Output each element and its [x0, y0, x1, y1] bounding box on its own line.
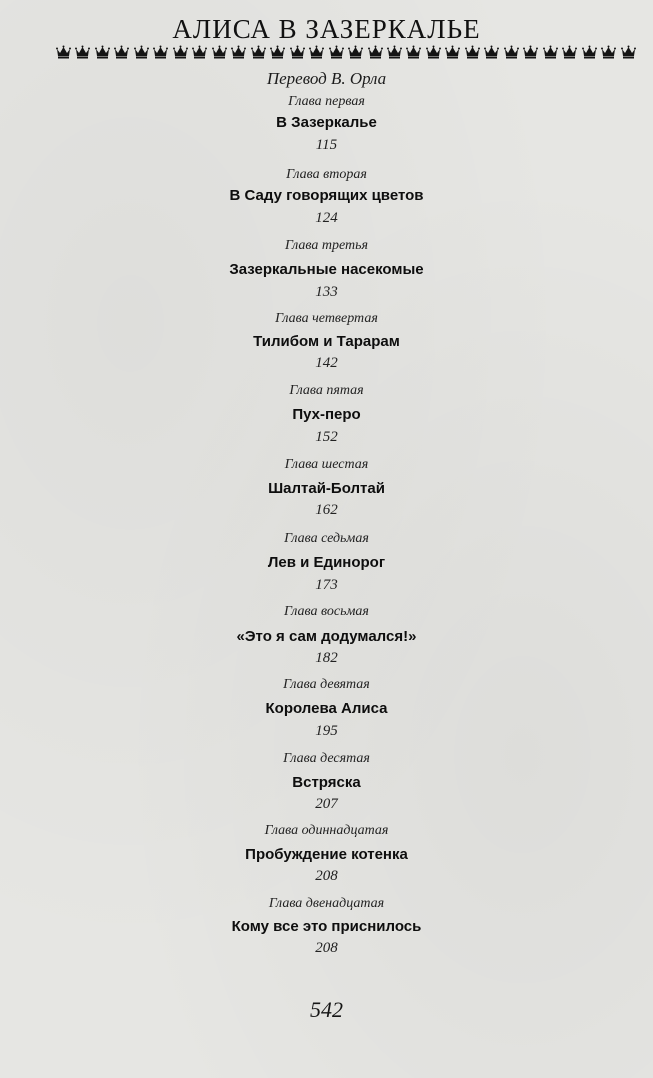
crown-icon: [621, 45, 636, 59]
chapter-page: 182: [315, 650, 338, 666]
crown-icon: [192, 45, 207, 59]
crown-icon: [426, 45, 441, 59]
toc-entry: [0, 896, 653, 912]
chapter-label: Глава вторая: [286, 167, 367, 182]
page-number: 542: [310, 997, 343, 1022]
crown-icon: [368, 45, 383, 59]
toc-entry: [0, 238, 653, 254]
chapter-page: 142: [315, 355, 338, 371]
chapter-page: 115: [315, 137, 338, 153]
chapter-page: 124: [315, 210, 338, 226]
toc-entry-page: [0, 355, 653, 372]
crown-icon: [270, 45, 285, 59]
page-title: АЛИСА В ЗАЗЕРКАЛЬЕ: [172, 14, 481, 44]
crown-icon: [231, 45, 246, 59]
crown-icon: [445, 45, 460, 59]
toc-entry: [0, 457, 653, 473]
toc-entry-page: [0, 650, 653, 667]
crown-icon: [504, 45, 519, 59]
toc-entry: [0, 383, 653, 399]
toc-entry: [0, 677, 653, 693]
chapter-label: Глава десятая: [283, 751, 370, 766]
crown-icon: [309, 45, 324, 59]
toc-entry-page: [0, 796, 653, 813]
crown-icon: [173, 45, 188, 59]
crown-icon: [484, 45, 499, 59]
chapter-title: Зазеркальные насекомые: [229, 261, 424, 278]
crown-icon: [114, 45, 129, 59]
crown-icon: [251, 45, 266, 59]
chapter-label: Глава четвертая: [275, 311, 378, 326]
toc-entry: [0, 751, 653, 767]
toc-entry-page: [0, 577, 653, 594]
toc-entry-page: [0, 723, 653, 740]
chapter-title: В Зазеркалье: [276, 114, 377, 131]
crown-icon: [543, 45, 558, 59]
toc-entry-title: [0, 261, 653, 278]
crown-icon: [465, 45, 480, 59]
translator-credit: Перевод В. Орла: [266, 69, 387, 88]
chapter-label: Глава третья: [284, 238, 369, 253]
chapter-label: Глава девятая: [283, 677, 370, 692]
crown-icon: [290, 45, 305, 59]
chapter-page: 152: [315, 429, 338, 445]
toc-entry: [0, 604, 653, 620]
chapter-page: 195: [315, 723, 338, 739]
toc-entry: [0, 311, 653, 327]
toc-entry-title: [0, 333, 653, 350]
toc-entry-page: [0, 502, 653, 519]
chapter-label: Глава шестая: [284, 457, 369, 472]
chapter-title: Встряска: [292, 774, 361, 791]
crown-icon: [134, 45, 149, 59]
toc-entry-title: [0, 700, 653, 717]
toc-entry: [0, 167, 653, 183]
crown-icon: [153, 45, 168, 59]
toc-entry-title: [0, 846, 653, 863]
toc-entry-title: [0, 406, 653, 423]
toc-entry-title: [0, 774, 653, 791]
chapter-label: Глава восьмая: [284, 604, 369, 619]
chapter-title: Тилибом и Тарарам: [253, 333, 400, 350]
chapter-title: Королева Алиса: [265, 700, 388, 717]
crown-icon: [75, 45, 90, 59]
crown-icon: [329, 45, 344, 59]
toc-entry: [0, 531, 653, 547]
toc-entry-title: [0, 918, 653, 935]
crown-icon: [562, 45, 577, 59]
chapter-label: Глава двенадцатая: [268, 896, 385, 911]
crown-icon: [56, 45, 71, 59]
chapter-page: 173: [315, 577, 338, 593]
toc-entry-title: [0, 480, 653, 497]
toc-entry: [0, 94, 653, 110]
toc-entry-page: [0, 210, 653, 227]
toc-entry-title: [0, 114, 653, 131]
crown-icon: [348, 45, 363, 59]
crown-icon: [387, 45, 402, 59]
chapter-title: Кому все это приснилось: [231, 918, 422, 935]
toc-entry: [0, 823, 653, 839]
crown-ornament-row: [56, 45, 636, 61]
chapter-label: Глава одиннадцатая: [264, 823, 389, 838]
crown-icon: [582, 45, 597, 59]
toc-entry-title: [0, 628, 653, 645]
chapter-page: 207: [315, 796, 338, 812]
crown-icon: [212, 45, 227, 59]
toc-entry-page: [0, 868, 653, 885]
chapter-page: 133: [315, 284, 338, 300]
chapter-title: Пробуждение котенка: [245, 846, 408, 863]
chapter-page: 162: [315, 502, 338, 518]
toc-entry-title: [0, 554, 653, 571]
toc-entry-title: [0, 187, 653, 204]
chapter-page: 208: [315, 940, 338, 956]
toc-entry-page: [0, 284, 653, 301]
chapter-label: Глава седьмая: [284, 531, 369, 546]
chapter-title: В Саду говорящих цветов: [229, 187, 424, 204]
crown-icon: [601, 45, 616, 59]
crown-icon: [523, 45, 538, 59]
toc-entry-page: [0, 137, 653, 154]
crown-icon: [95, 45, 110, 59]
chapter-title: Шалтай-Болтай: [268, 480, 385, 497]
chapter-title: Пух-перо: [292, 406, 361, 423]
chapter-page: 208: [315, 868, 338, 884]
chapter-title: «Это я сам додумался!»: [236, 628, 417, 645]
crown-icon: [406, 45, 421, 59]
chapter-label: Глава пятая: [289, 383, 364, 398]
chapter-label: Глава первая: [288, 94, 365, 109]
toc-entry-page: [0, 429, 653, 446]
chapter-title: Лев и Единорог: [267, 554, 386, 571]
toc-entry-page: [0, 940, 653, 957]
